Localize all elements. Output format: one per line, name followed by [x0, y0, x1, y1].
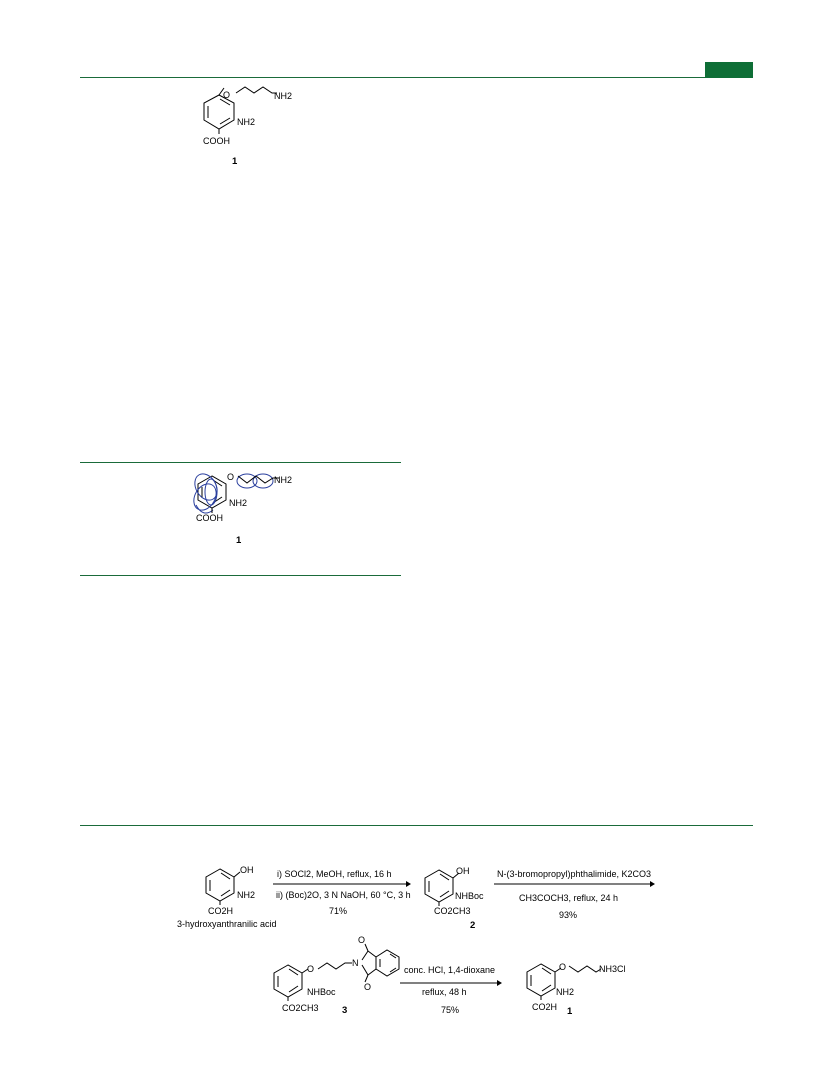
amine-label-2: NH2	[274, 475, 293, 485]
c3-carbonyl-o-top: O	[358, 935, 366, 945]
c3-ester: CO2CH3	[282, 1003, 319, 1013]
ether-oxygen: O	[223, 90, 231, 100]
step2-conditions-b: CH3COCH3, reflux, 24 h	[519, 893, 619, 903]
p-label: 1	[567, 1006, 573, 1017]
product-1	[527, 962, 626, 1017]
c3-nhboc: NHBoc	[307, 987, 336, 997]
amine-label: NH2	[274, 91, 293, 101]
c2-label: 2	[470, 920, 476, 931]
c3-carbonyl-o-bottom: O	[364, 982, 372, 992]
step2-conditions-a: N-(3-bromopropyl)phthalimide, K2CO3	[497, 869, 652, 879]
aniline-label: NH2	[237, 117, 256, 127]
step2-yield: 93%	[559, 910, 578, 920]
step3-conditions-b: reflux, 48 h	[422, 987, 467, 997]
step1-yield: 71%	[329, 906, 348, 916]
carboxylic-acid-label-2: COOH	[196, 513, 223, 523]
c2-ester: CO2CH3	[434, 906, 471, 916]
sm-amine: NH2	[237, 890, 256, 900]
sm-name: 3-hydroxyanthranilic acid	[177, 919, 277, 929]
p-ammonium: NH3Cl	[599, 964, 626, 974]
step3-conditions-a: conc. HCl, 1,4-dioxane	[404, 965, 496, 975]
p-acid: CO2H	[532, 1002, 558, 1012]
c3-imide-nitrogen: N	[352, 958, 359, 968]
step3-yield: 75%	[441, 1005, 460, 1015]
c2-nhboc: NHBoc	[455, 891, 484, 901]
sm-hydroxyl: OH	[240, 865, 254, 875]
step3-arrowhead	[497, 980, 502, 986]
step1-conditions-a: i) SOCl2, MeOH, reflux, 16 h	[277, 869, 392, 879]
step1-arrowhead	[406, 881, 411, 887]
aniline-label-2: NH2	[229, 498, 248, 508]
c3-ether-oxygen: O	[307, 964, 315, 974]
carboxylic-acid-label: COOH	[203, 136, 230, 146]
step1-conditions-b: ii) (Boc)2O, 3 N NaOH, 60 °C, 3 h	[276, 890, 411, 900]
compound-3	[274, 935, 399, 1016]
sm-acid: CO2H	[208, 906, 234, 916]
p-amine: NH2	[556, 987, 575, 997]
step2-arrowhead	[650, 881, 655, 887]
compound-2	[425, 866, 484, 931]
starting-material	[177, 865, 277, 929]
c2-hydroxyl: OH	[456, 866, 470, 876]
p-ether-oxygen: O	[559, 962, 567, 972]
compound-label: 1	[232, 156, 238, 167]
ether-oxygen-2: O	[227, 472, 235, 482]
c3-label: 3	[342, 1005, 348, 1016]
compound-label-2: 1	[236, 535, 242, 546]
